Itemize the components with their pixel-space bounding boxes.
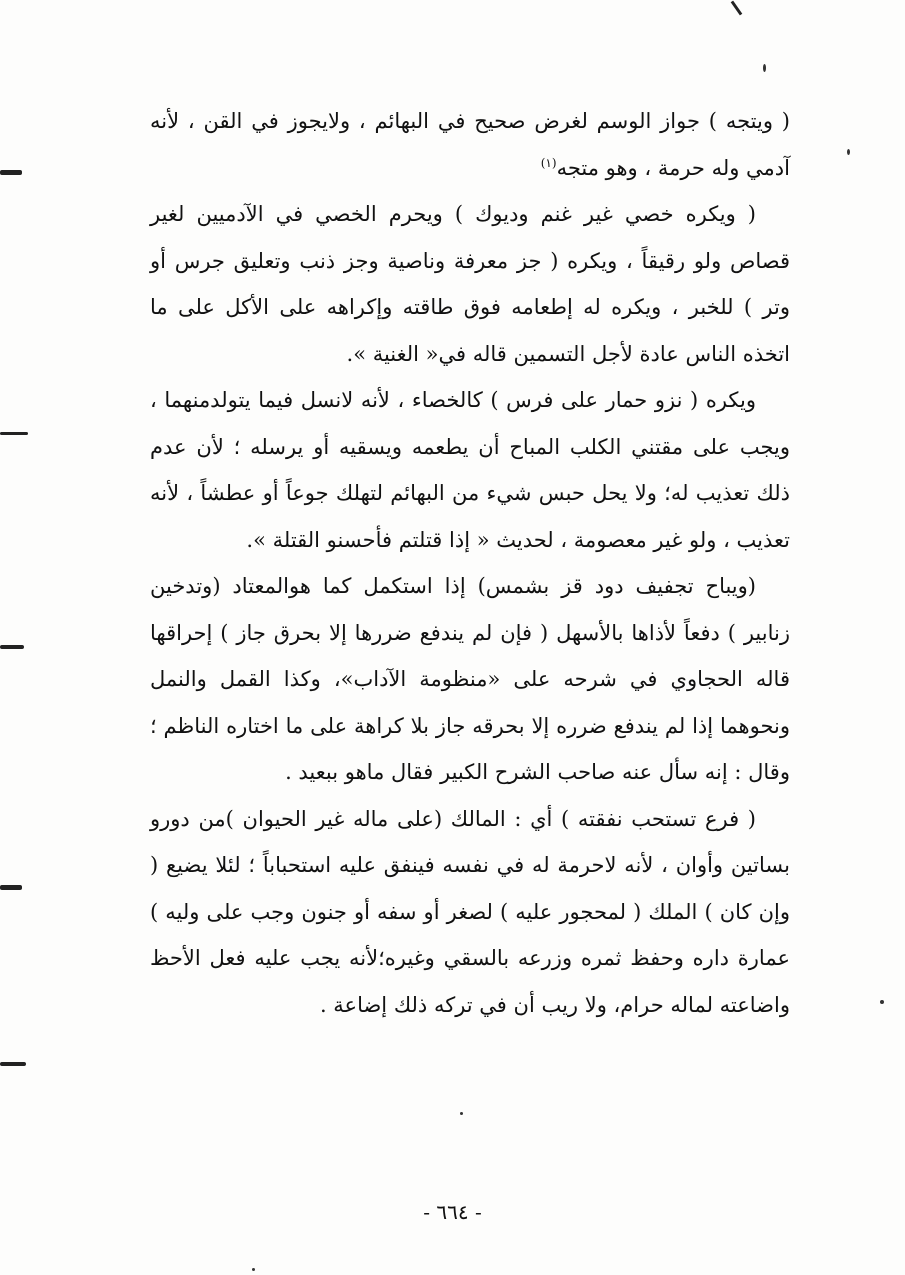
margin-scan-mark — [0, 170, 22, 175]
paragraph-text: ( ويتجه ) جواز الوسم لغرض صحيح في البهائم ، ولايجوز في القن ، لأنه آدمي وله حرمة ، وهو متجه — [150, 109, 790, 180]
scan-mark-corner — [731, 1, 743, 16]
scan-speck — [763, 64, 766, 72]
page-number: - ٦٦٤ - — [423, 1200, 482, 1224]
paragraph-wasm — [150, 98, 790, 191]
paragraph-khisa: ( ويكره خصي غير غنم وديوك ) ويحرم الخصي في الآدميين لغير قصاص ولو رقيقاً ، ويكره ( جز معرفة وناصية وجز ذنب وتعليق جرس أو وتر ) للخبر ، ويكره له إطعامه فوق طاقته وإكراهه على الأكل على ما اتخذه الناس عادة لأجل التسمين قاله في« الغنية ». — [150, 202, 790, 366]
margin-scan-mark — [0, 1062, 26, 1066]
scan-speck — [880, 1000, 884, 1004]
paragraph-far: ( فرع تستحب نفقته ) أي : المالك (على ماله غير الحيوان )من دورو بساتين وأوان ، لأنه لاحرمة له في نفسه فينفق عليه استحباباً ؛ لئلا يضيع ( وإن كان ) الملك ( لمحجور عليه ) لصغر أو سفه أو جنون وجب على وليه ) عمارة داره وحفظ ثمره وزرعه بالسقي وغيره؛لأنه يجب عليه فعل الأحظ واضاعته لماله حرام، ولا ريب أن في تركه ذلك إضاعة . — [150, 806, 790, 1017]
body-text — [150, 98, 790, 1028]
margin-scan-mark — [0, 432, 28, 435]
paragraph-nazw: ويكره ( نزو حمار على فرس ) كالخصاء ، لأنه لانسل فيما يتولدمنهما ، ويجب على مقتني الكلب المباح أن يطعمه ويسقيه أو يرسله ؛ لأن عدم ذلك تعذيب له؛ ولا يحل حبس شيء من البهائم لتهلك جوعاً أو عطشاً ، لأنه تعذيب ، ولو غير معصومة ، لحديث « إذا قتلتم فأحسنو القتلة ». — [150, 388, 790, 552]
margin-scan-mark — [0, 645, 24, 649]
paragraph-tajfif: (ويباح تجفيف دود قز بشمس) إذا استكمل كما هوالمعتاد (وتدخين زنابير ) دفعاً لأذاها بالأسهل ( فإن لم يندفع ضررها إلا بحرق جاز ) إحراقها قاله الحجاوي في شرحه على «منظومة الآداب»، وكذا القمل والنمل ونحوهما إذا لم يندفع ضرره إلا بحرقه جاز بلا كراهة على ما اختاره الناظم ؛ وقال : إنه سأل عنه صاحب الشرح الكبير فقال ماهو ببعيد . — [150, 574, 790, 784]
scan-speck — [847, 149, 850, 155]
scan-speck — [252, 1268, 255, 1271]
footnote-reference: (١) — [540, 155, 557, 170]
margin-scan-mark — [0, 885, 22, 890]
scan-speck — [460, 1112, 463, 1115]
